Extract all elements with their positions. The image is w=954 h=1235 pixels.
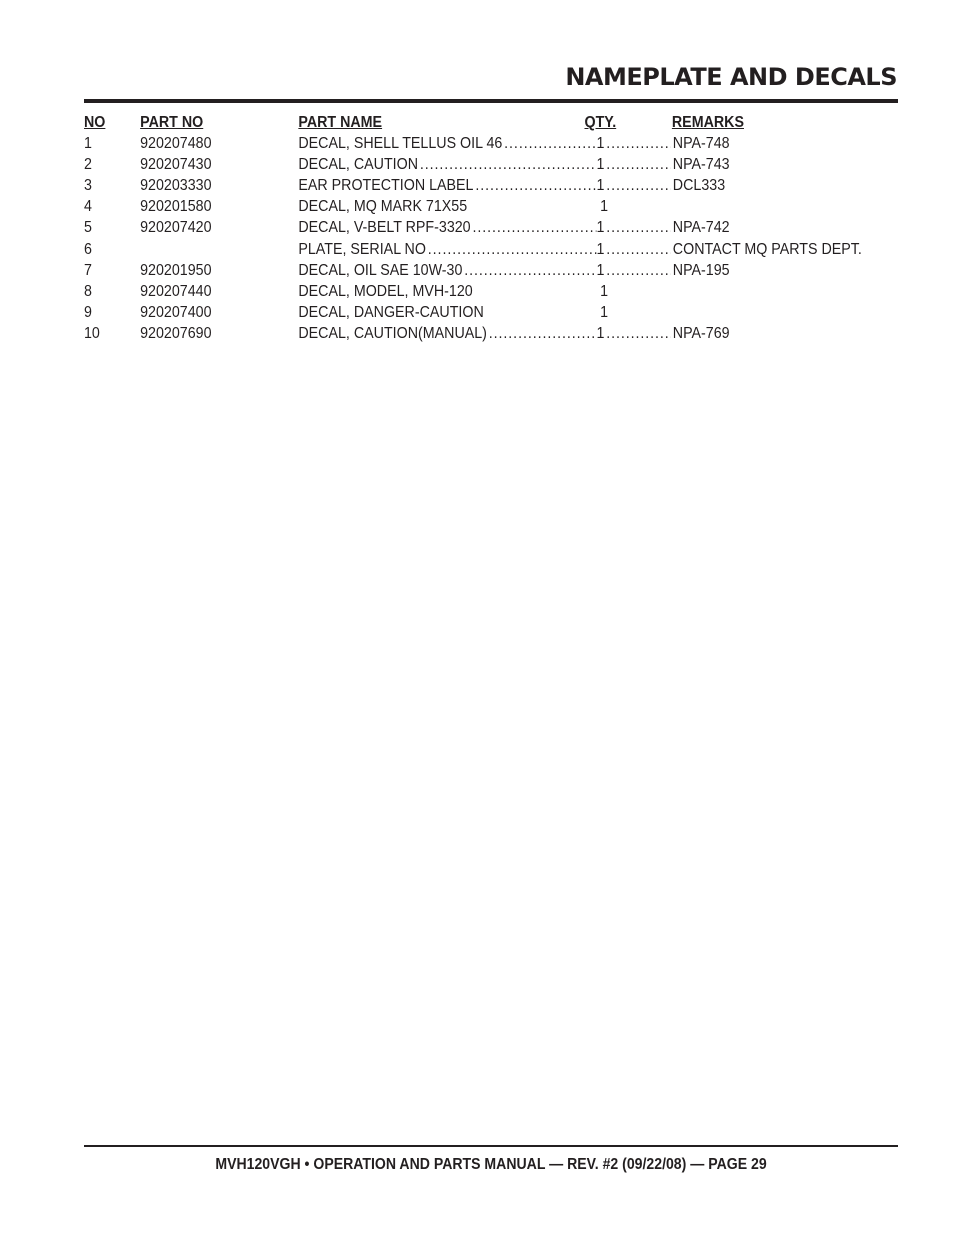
dotted-leader xyxy=(472,217,596,238)
row-remarks: NPA-743 xyxy=(672,156,730,174)
row-qty-cell xyxy=(596,133,671,154)
row-no: 7 xyxy=(84,261,92,279)
table-row xyxy=(84,281,838,302)
row-part-name-cell xyxy=(298,154,596,175)
row-part-name-cell xyxy=(298,196,596,217)
row-part-name: PLATE, SERIAL NO xyxy=(298,240,426,258)
row-part-name: DECAL, V-BELT RPF-3320 xyxy=(298,219,471,237)
row-part-no: 920201580 xyxy=(140,198,212,216)
table-row xyxy=(84,154,838,175)
page-footer: MVH120VGH • OPERATION AND PARTS MANUAL — REV. #2 (09/22/08) — PAGE 29 xyxy=(215,1156,767,1173)
row-part-name-cell xyxy=(298,281,596,302)
row-qty-cell xyxy=(596,323,671,344)
row-part-name: DECAL, CAUTION xyxy=(298,156,419,174)
title-divider xyxy=(84,99,898,103)
row-no: 9 xyxy=(84,303,92,321)
row-qty: 1 xyxy=(596,324,605,342)
table-row xyxy=(84,133,838,154)
row-no: 8 xyxy=(84,282,92,300)
row-part-name: DECAL, CAUTION(MANUAL) xyxy=(298,324,487,342)
row-part-name-cell xyxy=(298,239,596,260)
row-no: 5 xyxy=(84,219,92,237)
dotted-leader xyxy=(504,133,596,154)
dotted-leader xyxy=(606,323,671,344)
dotted-leader xyxy=(606,217,671,238)
row-no: 2 xyxy=(84,156,92,174)
dotted-leader xyxy=(428,239,597,260)
row-part-name-cell xyxy=(298,302,596,323)
row-part-no: 920201950 xyxy=(140,261,212,279)
row-part-name: DECAL, OIL SAE 10W-30 xyxy=(298,261,463,279)
row-qty: 1 xyxy=(596,219,605,237)
dotted-leader xyxy=(475,175,596,196)
dotted-leader xyxy=(606,260,671,281)
row-remarks: NPA-748 xyxy=(672,135,730,153)
row-part-name: DECAL, SHELL TELLUS OIL 46 xyxy=(298,135,503,153)
table-row xyxy=(84,175,838,196)
dotted-leader xyxy=(606,239,671,260)
dotted-leader xyxy=(606,133,671,154)
row-qty-cell xyxy=(596,260,671,281)
dotted-leader xyxy=(606,175,671,196)
row-part-no: 920207400 xyxy=(140,303,212,321)
row-part-no: 920207420 xyxy=(140,219,212,237)
row-qty: 1 xyxy=(596,135,605,153)
row-no: 10 xyxy=(84,324,100,342)
row-no: 3 xyxy=(84,177,92,195)
row-no: 6 xyxy=(84,240,92,258)
column-header-part-name: PART NAME xyxy=(298,114,383,131)
row-part-no: 920207440 xyxy=(140,282,212,300)
table-row xyxy=(84,323,838,344)
row-part-no: 920207430 xyxy=(140,156,212,174)
row-part-name-cell xyxy=(298,175,596,196)
column-header-part-no: PART NO xyxy=(140,114,204,131)
row-qty: 1 xyxy=(600,282,609,300)
row-part-name: DECAL, MQ MARK 71X55 xyxy=(298,198,468,216)
row-qty: 1 xyxy=(596,177,605,195)
row-remarks: DCL333 xyxy=(672,177,726,195)
table-row xyxy=(84,260,838,281)
row-qty-cell xyxy=(596,175,671,196)
table-row xyxy=(84,239,862,260)
dotted-leader xyxy=(489,323,597,344)
parts-table xyxy=(84,112,862,344)
row-part-no: 920203330 xyxy=(140,177,212,195)
row-part-name-cell xyxy=(298,217,596,238)
row-remarks: NPA-769 xyxy=(672,324,730,342)
row-qty: 1 xyxy=(600,198,609,216)
page-title: NAMEPLATE AND DECALS xyxy=(565,63,897,91)
row-part-name: DECAL, MODEL, MVH-120 xyxy=(298,282,473,300)
row-no: 1 xyxy=(84,135,92,153)
row-qty: 1 xyxy=(596,156,605,174)
dotted-leader xyxy=(420,154,597,175)
row-part-no: 920207480 xyxy=(140,135,212,153)
row-remarks: NPA-742 xyxy=(672,219,730,237)
table-row xyxy=(84,302,838,323)
row-part-name-cell xyxy=(298,323,596,344)
column-header-remarks: REMARKS xyxy=(671,114,744,131)
row-part-no: 920207690 xyxy=(140,324,212,342)
column-header-qty: QTY. xyxy=(584,114,617,131)
row-qty: 1 xyxy=(596,261,605,279)
table-row xyxy=(84,196,838,217)
row-remarks: CONTACT MQ PARTS DEPT. xyxy=(672,240,862,258)
row-qty-cell xyxy=(596,217,671,238)
row-qty-cell xyxy=(596,154,671,175)
table-body xyxy=(84,133,862,344)
row-qty: 1 xyxy=(600,303,609,321)
row-part-name: EAR PROTECTION LABEL xyxy=(298,177,474,195)
row-part-name-cell xyxy=(298,133,596,154)
table-row xyxy=(84,217,838,238)
column-header-no: NO xyxy=(84,114,106,131)
row-remarks: NPA-195 xyxy=(672,261,730,279)
row-qty-cell xyxy=(596,239,671,260)
row-part-name-cell xyxy=(298,260,596,281)
footer-divider xyxy=(84,1145,898,1147)
table-header-row xyxy=(84,112,838,133)
dotted-leader xyxy=(606,154,671,175)
row-qty: 1 xyxy=(596,240,605,258)
dotted-leader xyxy=(464,260,596,281)
row-no: 4 xyxy=(84,198,92,216)
row-part-name: DECAL, DANGER-CAUTION xyxy=(298,303,484,321)
